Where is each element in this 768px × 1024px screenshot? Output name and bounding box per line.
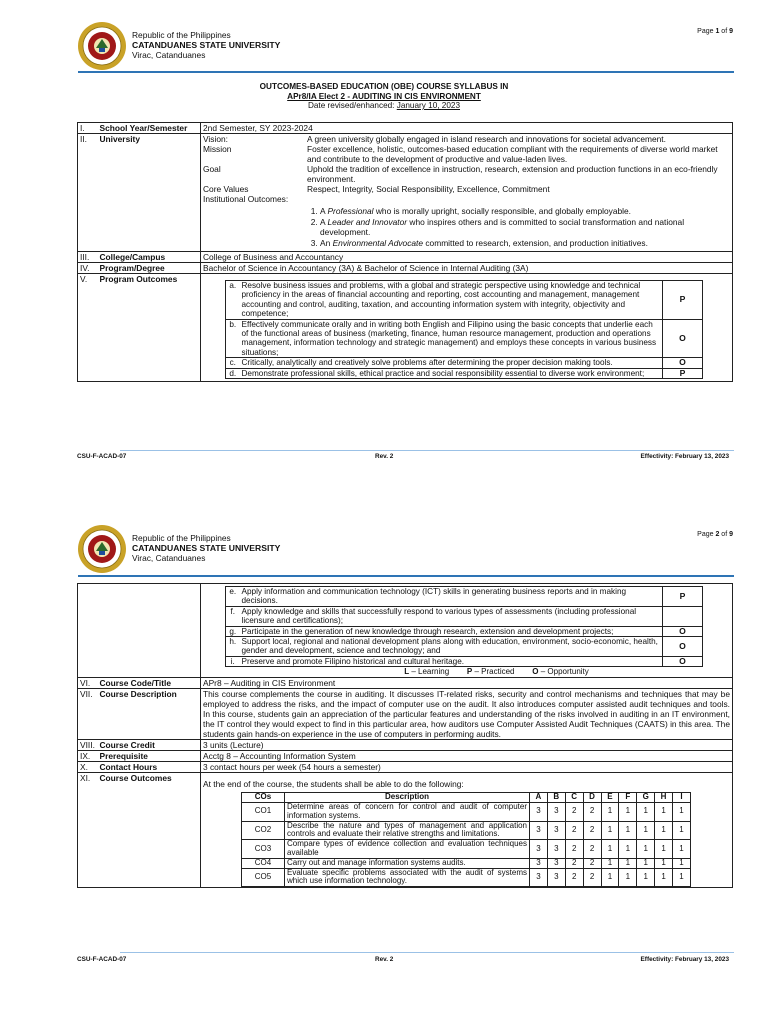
effectivity-date: Effectivity: February 13, 2023 [640, 453, 729, 460]
university-seal-logo [77, 524, 127, 574]
section-label: School Year/Semester [98, 123, 201, 134]
section-label: Course Outcomes [98, 773, 201, 888]
syllabus-table-p2 [77, 583, 733, 888]
form-code: CSU-F-ACAD-07 [77, 956, 127, 963]
row-college [78, 252, 733, 263]
program-outcomes-table [225, 586, 703, 667]
syllabus-page-2 [0, 512, 768, 1024]
section-num: V. [78, 274, 98, 382]
university-location: Virac, Catanduanes [132, 553, 206, 563]
section-label: University [98, 134, 201, 252]
section-num: XI. [78, 773, 98, 888]
program-outcome-row: c. Critically, analytically and creatively solve problems after determining the proper decision making tools. O [226, 358, 703, 368]
co-row: CO3 Compare types of evidence collection and evaluation techniques available 3 3 2 2 1 1 1 1 1 [242, 840, 691, 859]
program-outcome-row: g. Participate in the generation of new knowledge through research, extension and development projects; O [226, 626, 703, 636]
row-course-code [78, 678, 733, 689]
page-header [77, 524, 737, 574]
row-university [78, 134, 733, 252]
program-outcomes-table [225, 280, 703, 379]
page-number: Page 2 of 9 [697, 531, 733, 538]
form-code: CSU-F-ACAD-07 [77, 453, 127, 460]
section-num: I. [78, 123, 98, 134]
section-value: 3 units (Lecture) [201, 740, 733, 751]
institutional-outcome: 3. An Environmental Advocate committed to research, extension, and production initiatives. [320, 238, 730, 248]
title-line-1: OUTCOMES-BASED EDUCATION (OBE) COURSE SYLLABUS IN [259, 82, 509, 91]
outcome-mark: O [663, 637, 703, 657]
section-label: Contact Hours [98, 762, 201, 773]
section-num: VII. [78, 689, 98, 740]
section-value: College of Business and Accountancy [201, 252, 733, 263]
institutional-outcome: 2. A Leader and Innovator who inspires others and is committed to social transformation and national development. [320, 217, 730, 237]
page-number: Page 1 of 9 [697, 28, 733, 35]
footer-rule [120, 952, 734, 953]
section-label: Program/Degree [98, 263, 201, 274]
course-outcomes-table [241, 792, 691, 887]
program-outcome-row: i. Preserve and promote Filipino historical and cultural heritage. O [226, 656, 703, 666]
republic-label: Republic of the Philippines [132, 30, 231, 40]
outcome-legend: L – Learning P – Practiced O – Opportunity [404, 667, 589, 677]
header-institution-text [132, 533, 280, 563]
row-prerequisite [78, 751, 733, 762]
date-revised: Date revised/enhanced: January 10, 2023 [307, 101, 461, 110]
row-contact-hours [78, 762, 733, 773]
university-name: CATANDUANES STATE UNIVERSITY [132, 543, 281, 553]
row-program [78, 263, 733, 274]
row-course-description [78, 689, 733, 740]
university-name: CATANDUANES STATE UNIVERSITY [132, 40, 281, 50]
section-num: III. [78, 252, 98, 263]
header-institution-text [132, 30, 280, 60]
co-row: CO4 Carry out and manage information systems audits. 3 3 2 2 1 1 1 1 1 [242, 858, 691, 868]
institutional-outcomes-list [308, 206, 730, 248]
co-header-row: COs Description A B C D E F G H I [242, 793, 691, 803]
section-num: VIII. [78, 740, 98, 751]
program-outcome-row: d. Demonstrate professional skills, ethical practice and social responsibility essential to diverse work environment; P [226, 368, 703, 378]
program-outcome-row: b. Effectively communicate orally and in writing both English and Filipino using the basic concepts that underlie each of the functional areas of business (marketing, finance, human resource management, production and operations management, information technology and strategic management) and employs these concepts in various business situations; O [226, 319, 703, 358]
goal-row: Goal Uphold the tradition of excellence in instruction, research, extension and production functions in an eco-friendly environment. [203, 164, 718, 184]
outcome-mark: P [663, 368, 703, 378]
outcome-mark: P [663, 587, 703, 607]
row-course-outcomes [78, 773, 733, 888]
section-label: Program Outcomes [98, 274, 201, 382]
university-seal-logo [77, 21, 127, 71]
page-header [77, 21, 737, 71]
section-num: VI. [78, 678, 98, 689]
program-outcome-row: e. Apply information and communication technology (ICT) skills in generating business reports and in making decisions. P [226, 587, 703, 607]
footer-rule [120, 450, 734, 451]
republic-label: Republic of the Philippines [132, 533, 231, 543]
co-row: CO2 Describe the nature and types of management and application controls and evaluate their relative strengths and limitations. 3 3 2 2 1 1 1 1 1 [242, 821, 691, 840]
program-outcomes-cell [201, 584, 733, 678]
row-program-outcomes-cont [78, 584, 733, 678]
section-label: Course Credit [98, 740, 201, 751]
section-value: 2nd Semester, SY 2023-2024 [201, 123, 733, 134]
row-school-year [78, 123, 733, 134]
syllabus-table-p1 [77, 122, 733, 382]
effectivity-date: Effectivity: February 13, 2023 [640, 956, 729, 963]
header-rule [78, 71, 734, 73]
section-label: Course Code/Title [98, 678, 201, 689]
course-outcomes-cell [201, 773, 733, 888]
row-course-credit [78, 740, 733, 751]
title-line-2: APr8/IA Elect 2 - AUDITING IN CIS ENVIRONMENT [287, 91, 481, 101]
outcome-mark: O [663, 626, 703, 636]
core-values-row: Core Values Respect, Integrity, Social Responsibility, Excellence, Commitment [203, 184, 550, 194]
outcome-mark: O [663, 656, 703, 666]
co-row: CO5 Evaluate specific problems associated with the audit of systems which use information technology. 3 3 2 2 1 1 1 1 1 [242, 868, 691, 887]
vision-row: Vision: A green university globally engaged in island research and innovations for societal advancement. [203, 134, 666, 144]
section-label: Prerequisite [98, 751, 201, 762]
program-outcome-row: a. Resolve business issues and problems, with a global and strategic perspective using knowledge and technical proficiency in the areas of financial accounting and reporting, cost accounting and management, management accounting and control, auditing, taxation, and accounting information system with integrity, objectivity and competence; P [226, 281, 703, 320]
revision-label: Rev. 2 [375, 956, 394, 963]
institutional-outcomes-label: Institutional Outcomes: [203, 194, 289, 204]
program-outcomes-cell [201, 274, 733, 382]
section-num: X. [78, 762, 98, 773]
section-value: 3 contact hours per week (54 hours a semester) [201, 762, 733, 773]
course-outcomes-intro: At the end of the course, the students shall be able to do the following: [203, 779, 464, 790]
header-rule [78, 575, 734, 577]
syllabus-title [0, 82, 768, 111]
co-row: CO1 Determine areas of concern for control and audit of computer information systems. 3 3 2 2 1 1 1 1 1 [242, 803, 691, 822]
section-value: Bachelor of Science in Accountancy (3A) & Bachelor of Science in Internal Auditing (3A) [201, 263, 733, 274]
section-num: IX. [78, 751, 98, 762]
outcome-mark: P [663, 281, 703, 320]
program-outcome-row: f. Apply knowledge and skills that successfully respond to various types of assessments (including professional licensure and certifications); [226, 606, 703, 626]
section-value: Acctg 8 – Accounting Information System [201, 751, 733, 762]
section-num: II. [78, 134, 98, 252]
section-label: College/Campus [98, 252, 201, 263]
outcome-mark: O [663, 358, 703, 368]
program-outcome-row: h. Support local, regional and national development plans along with education, environment, socio-economic, health, gender and development, science and technology; and O [226, 637, 703, 657]
revision-label: Rev. 2 [375, 453, 394, 460]
university-details [201, 134, 733, 252]
mission-row: Mission Foster excellence, holistic, outcomes-based education compliant with the requirements of diverse world market and contribute to the development of productive and value-laden lives. [203, 144, 718, 164]
outcome-mark: O [663, 319, 703, 358]
section-num: IV. [78, 263, 98, 274]
section-label: Course Description [98, 689, 201, 740]
outcome-mark [663, 606, 703, 626]
institutional-outcome: 1. A Professional who is morally upright, socially responsible, and globally employable. [320, 206, 730, 216]
section-value: This course complements the course in auditing. It discusses IT-related risks, security and control mechanisms and techniques that may be employed to address the risks, and the impact of computer use on the audit. It also introduces computer assisted audit techniques and tools. In this course, students gain an appreciation of the particular features and understanding of the risks involved in auditing in an IT environment, the IT control they would expect to find in this particular area, how auditors use Computer Assisted Audit Techniques (CAATS) in this area. The students gain hands-on experience in the use of computers in performing audits. [201, 689, 733, 740]
section-value: APr8 – Auditing in CIS Environment [201, 678, 733, 689]
row-program-outcomes [78, 274, 733, 382]
university-location: Virac, Catanduanes [132, 50, 206, 60]
